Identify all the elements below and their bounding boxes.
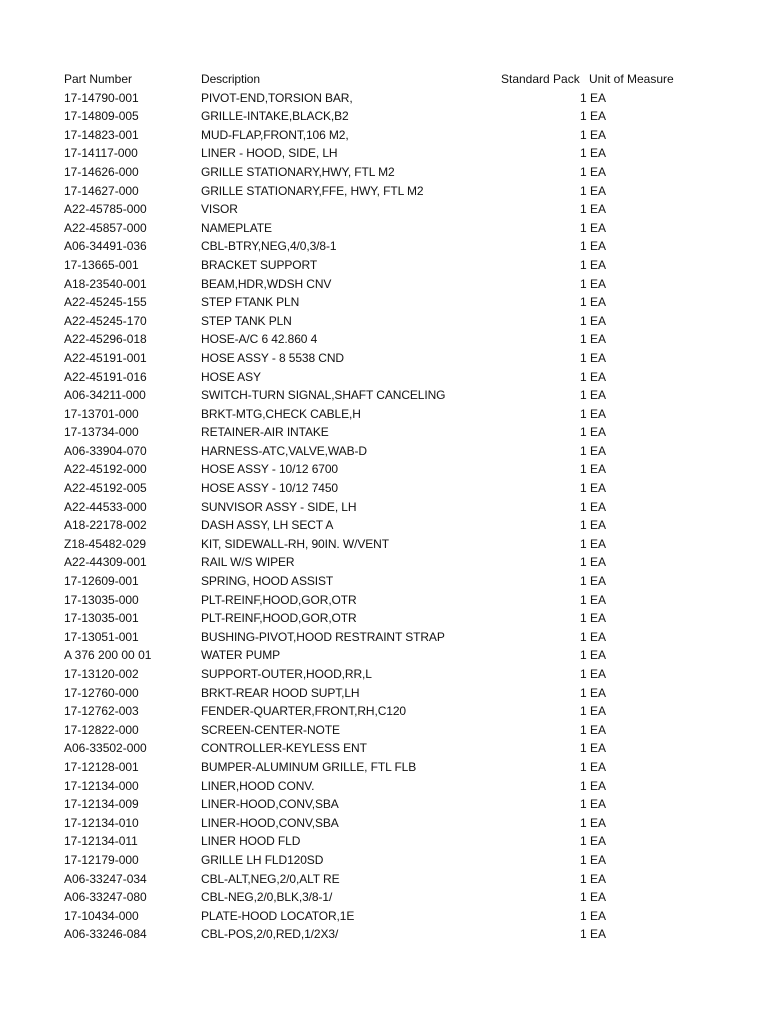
description-cell: HOSE ASSY - 10/12 7450	[201, 481, 339, 496]
quantity-unit-cell: 1 EA	[580, 350, 607, 365]
quantity-unit-cell: 1 EA	[580, 127, 607, 142]
description-cell: SUNVISOR ASSY - SIDE, LH	[201, 499, 357, 514]
description-cell: GRILLE LH FLD120SD	[201, 852, 324, 867]
part-number-cell: 17-12609-001	[64, 574, 139, 589]
description-cell: HOSE ASSY - 10/12 6700	[201, 462, 339, 477]
description-cell: HOSE ASSY - 8 5538 CND	[201, 350, 344, 365]
description-cell: GRILLE STATIONARY,HWY, FTL M2	[201, 164, 395, 179]
description-cell: FENDER-QUARTER,FRONT,RH,C120	[201, 704, 407, 719]
table-row	[0, 553, 768, 572]
quantity-unit-cell: 1 EA	[580, 871, 607, 886]
quantity-unit-cell: 1 EA	[580, 536, 607, 551]
table-row	[0, 851, 768, 870]
table-row	[0, 107, 768, 126]
quantity-unit-cell: 1 EA	[580, 629, 607, 644]
part-number-cell: A06-33246-084	[64, 927, 147, 942]
description-cell: BRACKET SUPPORT	[201, 257, 318, 272]
quantity-unit-cell: 1 EA	[580, 667, 607, 681]
quantity-unit-cell: 1 EA	[580, 462, 607, 477]
quantity-unit-cell: 1 EA	[580, 741, 607, 756]
table-row	[0, 126, 768, 145]
part-number-cell: A06-33247-080	[64, 890, 147, 905]
description-cell: LINER,HOOD CONV.	[201, 778, 315, 793]
description-cell: BUMPER-ALUMINUM GRILLE, FTL FLB	[201, 759, 417, 774]
description-cell: RETAINER-AIR INTAKE	[201, 425, 329, 440]
description-cell: BRKT-REAR HOOD SUPT,LH	[201, 685, 360, 700]
description-cell: HOSE ASY	[201, 369, 261, 384]
description-cell: HARNESS-ATC,VALVE,WAB-D	[201, 443, 367, 458]
table-row	[0, 423, 768, 442]
table-row	[0, 609, 768, 628]
table-row	[0, 870, 768, 889]
part-number-cell: A22-45245-155	[64, 295, 147, 310]
description-cell: CBL-POS,2/0,RED,1/2X3/	[201, 927, 339, 942]
part-number-cell: 17-12134-009	[64, 797, 139, 812]
table-row	[0, 925, 768, 944]
table-row	[0, 256, 768, 275]
quantity-unit-cell: 1 EA	[580, 778, 607, 793]
part-number-cell: 17-12762-003	[64, 704, 139, 719]
description-cell: BEAM,HDR,WDSH CNV	[201, 276, 332, 291]
part-number-cell: 17-14790-001	[64, 90, 139, 105]
table-header-row	[0, 70, 768, 89]
table-row	[0, 144, 768, 163]
description-cell: PLT-REINF,HOOD,GOR,OTR	[201, 611, 357, 626]
quantity-unit-cell: 1 EA	[580, 369, 607, 384]
quantity-unit-cell: 1 EA	[580, 890, 607, 905]
quantity-unit-cell: 1 EA	[580, 648, 607, 663]
table-row	[0, 237, 768, 256]
part-number-cell: 17-14117-000	[64, 146, 138, 161]
description-cell: HOSE-A/C 6 42.860 4	[201, 332, 318, 347]
part-number-cell: 17-12128-001	[64, 759, 139, 774]
part-number-cell: A22-45785-000	[64, 202, 147, 217]
part-number-cell: 17-13051-001	[64, 629, 139, 644]
table-row	[0, 460, 768, 479]
table-body	[0, 89, 768, 944]
part-number-cell: A22-45192-000	[64, 462, 147, 477]
quantity-unit-cell: 1 EA	[580, 927, 607, 942]
quantity-unit-cell: 1 EA	[580, 239, 607, 254]
part-number-cell: A18-22178-002	[64, 518, 147, 533]
table-row	[0, 330, 768, 349]
header-unit-of-measure: Unit of Measure	[589, 72, 674, 86]
table-row	[0, 349, 768, 368]
table-row	[0, 888, 768, 907]
table-row	[0, 386, 768, 405]
description-cell: LINER HOOD FLD	[201, 834, 301, 849]
part-number-cell: 17-12822-000	[64, 722, 139, 737]
table-row	[0, 498, 768, 517]
description-cell: STEP TANK PLN	[201, 313, 292, 328]
description-cell: MUD-FLAP,FRONT,106 M2,	[201, 127, 349, 142]
description-cell: VISOR	[201, 202, 238, 217]
quantity-unit-cell: 1 EA	[580, 592, 607, 607]
part-number-cell: A22-45191-001	[64, 350, 147, 365]
description-cell: WATER PUMP	[201, 648, 280, 663]
table-row	[0, 572, 768, 591]
table-row	[0, 89, 768, 108]
part-number-cell: 17-12760-000	[64, 685, 139, 700]
part-number-cell: 17-12134-000	[64, 778, 139, 793]
quantity-unit-cell: 1 EA	[580, 611, 607, 626]
quantity-unit-cell: 1 EA	[580, 518, 607, 533]
part-number-cell: A22-45296-018	[64, 332, 147, 347]
table-row	[0, 312, 768, 331]
quantity-unit-cell: 1 EA	[580, 425, 607, 440]
header-description: Description	[201, 72, 260, 86]
quantity-unit-cell: 1 EA	[580, 834, 607, 849]
part-number-cell: 17-13035-001	[64, 611, 139, 626]
quantity-unit-cell: 1 EA	[580, 555, 607, 570]
part-number-cell: A22-45857-000	[64, 220, 147, 235]
part-number-cell: 17-14809-005	[64, 109, 139, 124]
header-part-number: Part Number	[64, 72, 133, 86]
table-row	[0, 628, 768, 647]
table-row	[0, 163, 768, 182]
description-cell: CBL-NEG,2/0,BLK,3/8-1/	[201, 890, 333, 905]
description-cell: SPRING, HOOD ASSIST	[201, 574, 334, 589]
quantity-unit-cell: 1 EA	[580, 276, 607, 291]
part-number-cell: 17-14626-000	[64, 164, 139, 179]
part-number-cell: A22-45192-005	[64, 481, 147, 496]
quantity-unit-cell: 1 EA	[580, 313, 607, 328]
quantity-unit-cell: 1 EA	[580, 90, 607, 105]
quantity-unit-cell: 1 EA	[580, 574, 607, 589]
table-row	[0, 182, 768, 201]
table-row	[0, 702, 768, 721]
table-row	[0, 665, 768, 684]
part-number-cell: A18-23540-001	[64, 276, 147, 291]
table-row	[0, 907, 768, 926]
table-row	[0, 591, 768, 610]
description-cell: CBL-BTRY,NEG,4/0,3/8-1	[201, 239, 337, 254]
description-cell: BUSHING-PIVOT,HOOD RESTRAINT STRAP	[201, 629, 445, 644]
part-number-cell: 17-13120-002	[64, 667, 139, 681]
quantity-unit-cell: 1 EA	[580, 815, 607, 830]
quantity-unit-cell: 1 EA	[580, 722, 607, 737]
table-row	[0, 832, 768, 851]
quantity-unit-cell: 1 EA	[580, 183, 607, 198]
quantity-unit-cell: 1 EA	[580, 202, 607, 217]
quantity-unit-cell: 1 EA	[580, 797, 607, 812]
description-cell: PLT-REINF,HOOD,GOR,OTR	[201, 592, 357, 607]
quantity-unit-cell: 1 EA	[580, 295, 607, 310]
table-row	[0, 405, 768, 424]
quantity-unit-cell: 1 EA	[580, 481, 607, 496]
part-number-cell: A06-34211-000	[64, 388, 146, 403]
quantity-unit-cell: 1 EA	[580, 443, 607, 458]
part-number-cell: A06-33247-034	[64, 871, 147, 886]
part-number-cell: 17-10434-000	[64, 908, 139, 923]
part-number-cell: 17-14823-001	[64, 127, 139, 142]
table-row	[0, 479, 768, 498]
part-number-cell: A06-33904-070	[64, 443, 147, 458]
part-number-cell: A06-33502-000	[64, 741, 147, 756]
table-row	[0, 275, 768, 294]
description-cell: BRKT-MTG,CHECK CABLE,H	[201, 406, 361, 421]
part-number-cell: A22-45191-016	[64, 369, 147, 384]
description-cell: KIT, SIDEWALL-RH, 90IN. W/VENT	[201, 536, 389, 551]
description-cell: SUPPORT-OUTER,HOOD,RR,L	[201, 667, 372, 681]
table-row	[0, 293, 768, 312]
table-row	[0, 684, 768, 703]
part-number-cell: 17-12179-000	[64, 852, 139, 867]
table-row	[0, 442, 768, 461]
part-number-cell: 17-12134-011	[64, 834, 138, 849]
part-number-cell: A22-44533-000	[64, 499, 147, 514]
description-cell: STEP FTANK PLN	[201, 295, 300, 310]
table-row	[0, 814, 768, 833]
quantity-unit-cell: 1 EA	[580, 388, 607, 403]
part-number-cell: A06-34491-036	[64, 239, 147, 254]
description-cell: LINER-HOOD,CONV,SBA	[201, 797, 339, 812]
part-number-cell: 17-13701-000	[64, 406, 139, 421]
description-cell: GRILLE-INTAKE,BLACK,B2	[201, 109, 349, 124]
part-number-cell: 17-14627-000	[64, 183, 139, 198]
description-cell: CBL-ALT,NEG,2/0,ALT RE	[201, 871, 340, 886]
description-cell: PLATE-HOOD LOCATOR,1E	[201, 908, 355, 923]
description-cell: RAIL W/S WIPER	[201, 555, 295, 570]
quantity-unit-cell: 1 EA	[580, 220, 607, 235]
description-cell: CONTROLLER-KEYLESS ENT	[201, 741, 367, 756]
table-row	[0, 758, 768, 777]
part-number-cell: A22-44309-001	[64, 555, 147, 570]
table-row	[0, 219, 768, 238]
part-number-cell: 17-13035-000	[64, 592, 139, 607]
quantity-unit-cell: 1 EA	[580, 704, 607, 719]
quantity-unit-cell: 1 EA	[580, 908, 607, 923]
table-row	[0, 516, 768, 535]
part-number-cell: A22-45245-170	[64, 313, 147, 328]
quantity-unit-cell: 1 EA	[580, 164, 607, 179]
description-cell: LINER - HOOD, SIDE, LH	[201, 146, 338, 161]
table-row	[0, 368, 768, 387]
table-row	[0, 646, 768, 665]
part-number-cell: 17-12134-010	[64, 815, 139, 830]
description-cell: GRILLE STATIONARY,FFE, HWY, FTL M2	[201, 183, 424, 198]
table-row	[0, 795, 768, 814]
quantity-unit-cell: 1 EA	[580, 109, 607, 124]
description-cell: SCREEN-CENTER-NOTE	[201, 722, 340, 737]
description-cell: DASH ASSY, LH SECT A	[201, 518, 334, 533]
part-number-cell: Z18-45482-029	[64, 536, 147, 551]
quantity-unit-cell: 1 EA	[580, 759, 607, 774]
table-row	[0, 721, 768, 740]
description-cell: NAMEPLATE	[201, 220, 272, 235]
parts-list-table	[0, 70, 768, 944]
quantity-unit-cell: 1 EA	[580, 406, 607, 421]
table-row	[0, 200, 768, 219]
quantity-unit-cell: 1 EA	[580, 852, 607, 867]
table-row	[0, 535, 768, 554]
quantity-unit-cell: 1 EA	[580, 257, 607, 272]
quantity-unit-cell: 1 EA	[580, 146, 607, 161]
header-standard-pack: Standard Pack	[501, 72, 580, 86]
part-number-cell: 17-13665-001	[64, 257, 139, 272]
quantity-unit-cell: 1 EA	[580, 685, 607, 700]
description-cell: SWITCH-TURN SIGNAL,SHAFT CANCELING	[201, 388, 446, 403]
table-row	[0, 777, 768, 796]
quantity-unit-cell: 1 EA	[580, 332, 607, 347]
table-row	[0, 739, 768, 758]
part-number-cell: 17-13734-000	[64, 425, 139, 440]
part-number-cell: A 376 200 00 01	[64, 648, 152, 663]
description-cell: PIVOT-END,TORSION BAR,	[201, 90, 353, 105]
quantity-unit-cell: 1 EA	[580, 499, 607, 514]
description-cell: LINER-HOOD,CONV,SBA	[201, 815, 339, 830]
